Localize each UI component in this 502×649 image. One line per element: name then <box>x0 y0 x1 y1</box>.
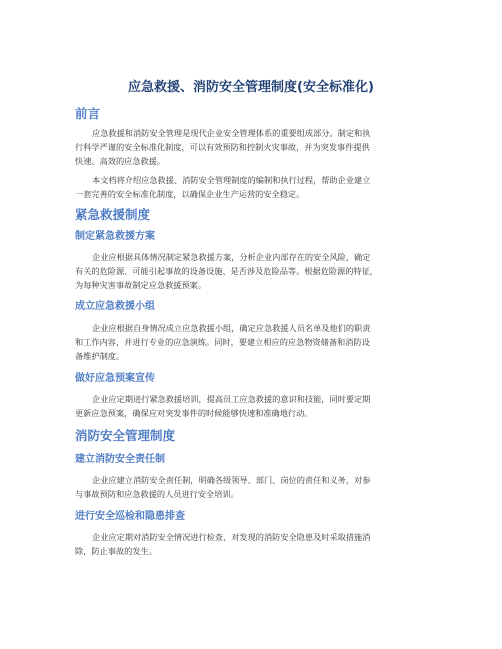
text-line: 行科学严谨的安全标准化制度，可以有效预防和控制火灾事故，并为突发事件提供 <box>75 142 370 152</box>
text-line: 备维护制度。 <box>75 351 125 361</box>
heading-plan-publicity: 做好应急预案宣传 <box>75 373 155 384</box>
document-title: 应急救援、消防安全管理制度(安全标准化) <box>128 80 374 95</box>
text-line: 与事故预防和应急救援的人员进行安全培训。 <box>75 489 239 499</box>
text-line: 有关的危险源、可能引起事故的设备设施、是否涉及危险品等。根据危险源的特征， <box>75 266 378 276</box>
text-line: 应急救援和消防安全管理是现代企业安全管理体系的重要组成部分。制定和执 <box>92 128 371 138</box>
text-line: 企业应根据自身情况成立应急救援小组，确定应急救援人员名单及他们的职责 <box>92 323 371 333</box>
text-line: 为每种灾害事故制定应急救援预案。 <box>75 280 207 290</box>
preface-paragraph-1 <box>75 126 435 168</box>
text-line: 一套完善的安全标准化制度，以确保企业生产运营的安全稳定。 <box>75 189 305 199</box>
text-line: 更新应急预案，确保应对突发事件的时候能够快速和准确地行动。 <box>75 408 313 418</box>
plan-publicity-paragraph <box>75 392 435 420</box>
emergency-plan-paragraph <box>75 250 435 292</box>
inspection-paragraph <box>75 530 435 558</box>
responsibility-paragraph <box>75 473 435 501</box>
text-line: 和工作内容，并进行专业的应急演练。同时，要建立相应的应急物资储备和消防设 <box>75 337 370 347</box>
text-line: 除，防止事故的发生。 <box>75 546 157 556</box>
heading-preface: 前言 <box>75 106 101 121</box>
text-line: 快速、高效的应急救援。 <box>75 156 166 166</box>
text-line: 企业应建立消防安全责任制，明确各级领导、部门、岗位的责任和义务，对参 <box>92 475 371 485</box>
heading-responsibility-system: 建立消防安全责任制 <box>75 454 165 465</box>
text-line: 企业应定期进行紧急救援培训，提高员工应急救援的意识和技能，同时要定期 <box>92 394 371 404</box>
heading-rescue-team: 成立应急救援小组 <box>75 301 155 312</box>
heading-inspection: 进行安全巡检和隐患排查 <box>75 511 185 522</box>
text-line: 企业应根据具体情况制定紧急救援方案，分析企业内部存在的安全风险，确定 <box>92 252 371 262</box>
text-line: 本文档将介绍应急救援、消防安全管理制度的编制和执行过程，帮助企业建立 <box>92 175 371 185</box>
heading-emergency-system: 紧急救援制度 <box>75 207 151 222</box>
rescue-team-paragraph <box>75 321 435 363</box>
preface-paragraph-2 <box>75 173 435 201</box>
text-line: 企业应定期对消防安全情况进行检查，对发现的消防安全隐患及时采取措施消 <box>92 532 371 542</box>
heading-emergency-plan: 制定紧急救援方案 <box>75 231 155 242</box>
heading-fire-safety-system: 消防安全管理制度 <box>75 428 176 443</box>
